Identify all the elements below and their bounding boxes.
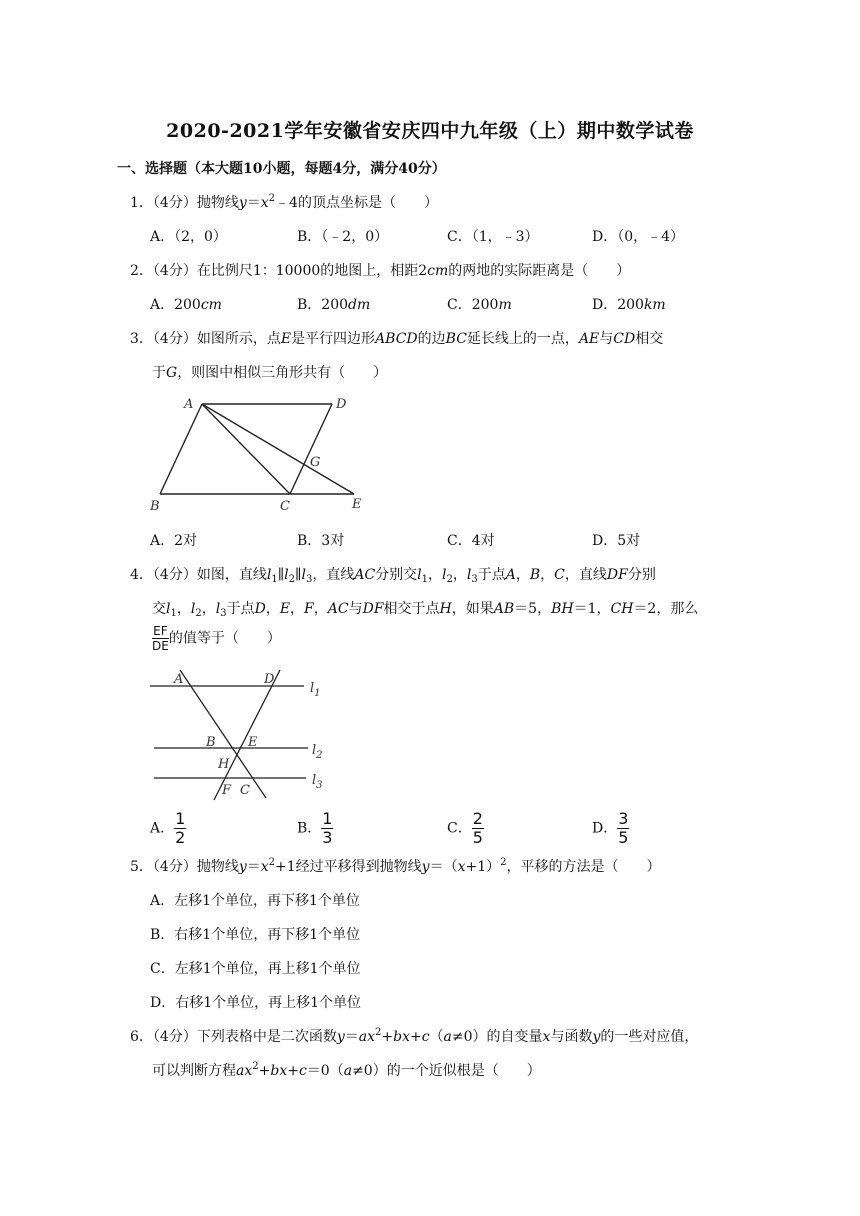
q4-option-d: D． $\frac{3}{5}$: [592, 809, 629, 847]
point-label-a: A: [174, 672, 184, 687]
q5-option-c: C．左移1个单位，再上移1个单位: [150, 961, 361, 977]
line-ac: [180, 670, 266, 798]
q3-option-b: B．3对: [297, 533, 345, 549]
question-2: 2．（4分）在比例尺1：10000的地图上，相距2cm的两地的实际距离是（ ）: [130, 263, 631, 279]
point-label-d: D: [264, 672, 275, 687]
q2-option-d: D．200km: [592, 297, 666, 313]
line-label-l3: $l_3$: [312, 773, 323, 791]
segment-ab: [160, 404, 202, 494]
q4-parallel-lines-figure: [140, 666, 360, 806]
point-label-e: E: [248, 735, 258, 750]
segment-dc: [290, 404, 332, 494]
question-3-line-1: 3．（4分）如图所示，点E是平行四边形ABCD的边BC延长线上的一点，AE与CD相交: [130, 331, 664, 347]
q3-parallelogram-figure: [140, 390, 380, 520]
point-label-b: B: [206, 735, 216, 750]
q5-option-d: D．右移1个单位，再上移1个单位: [150, 995, 362, 1011]
point-label-b: B: [150, 499, 160, 514]
question-1: 1．（4分）抛物线$y=x^2﹣4$的顶点坐标是（ ）: [130, 193, 438, 211]
q3-option-a: A．2对: [150, 533, 198, 549]
point-label-h: H: [218, 757, 230, 772]
q5-option-b: B．右移1个单位，再下移1个单位: [150, 927, 361, 943]
line-label-l2: $l_2$: [312, 743, 323, 761]
question-4-line-1: 4．（4分）如图，直线$l_1\parallel l_2\parallel l_3$，直线AC分别交$l_1$，$l_2$，$l_3$于点A，B，C，直线DF分别: [130, 567, 656, 585]
point-label-a: A: [184, 397, 194, 412]
question-4-line-2: 交$l_1$，$l_2$，$l_3$于点D，E，F，AC与DF相交于点H，如果AB＝5，BH＝1，CH＝2，那么: [152, 601, 699, 619]
q2-option-a: A．200cm: [150, 297, 222, 313]
line-label-l1: $l_1$: [310, 681, 321, 699]
point-label-f: F: [222, 783, 232, 798]
point-label-c: C: [240, 783, 250, 798]
q3-option-d: D．5对: [592, 533, 641, 549]
point-label-d: D: [336, 397, 347, 412]
point-label-g: G: [310, 455, 321, 470]
q5-option-a: A．左移1个单位，再下移1个单位: [150, 893, 360, 909]
question-6-line-2: 可以判断方程$ax^2+bx+c=0(a\ne 0)$的一个近似根是（ ）: [152, 1061, 541, 1079]
section-heading: 一、选择题（本大题10小题，每题4分，满分40分）: [117, 161, 446, 177]
ratio-fraction: $\frac{EF}{DE}$: [152, 624, 169, 653]
q1-option-a: A．（2，0）: [150, 229, 227, 245]
q2-option-b: B．200dm: [297, 297, 371, 313]
question-4-line-3: $\frac{EF}{DE}$ 的值等于（ ）: [152, 624, 281, 653]
q4-option-b: B． $\frac{1}{3}$: [297, 809, 333, 847]
q1-option-d: D．（0，﹣4）: [592, 229, 685, 245]
page-title: 2020-2021学年安徽省安庆四中九年级（上）期中数学试卷: [166, 120, 694, 142]
q1-option-c: C．（1，﹣3）: [447, 229, 539, 245]
question-5: 5．（4分）抛物线$y=x^2+1$经过平移得到抛物线$y=(x+1)^2$，平移的方法是（ ）: [130, 857, 661, 875]
question-6-line-1: 6．（4分）下列表格中是二次函数$y=ax^2+bx+c(a\ne 0)$的自变量x与函数y的一些对应值，: [130, 1027, 699, 1045]
q4-option-a: A． $\frac{1}{2}$: [150, 809, 186, 847]
q4-option-c: C． $\frac{2}{5}$: [447, 809, 483, 847]
q1-option-b: B．（﹣2，0）: [297, 229, 389, 245]
q2-option-c: C．200m: [447, 297, 512, 313]
point-label-e: E: [352, 497, 362, 512]
question-3-line-2: 于G，则图中相似三角形共有（ ）: [152, 365, 388, 381]
segment-ae: [202, 404, 354, 494]
point-label-c: C: [280, 499, 290, 514]
q3-option-c: C．4对: [447, 533, 495, 549]
